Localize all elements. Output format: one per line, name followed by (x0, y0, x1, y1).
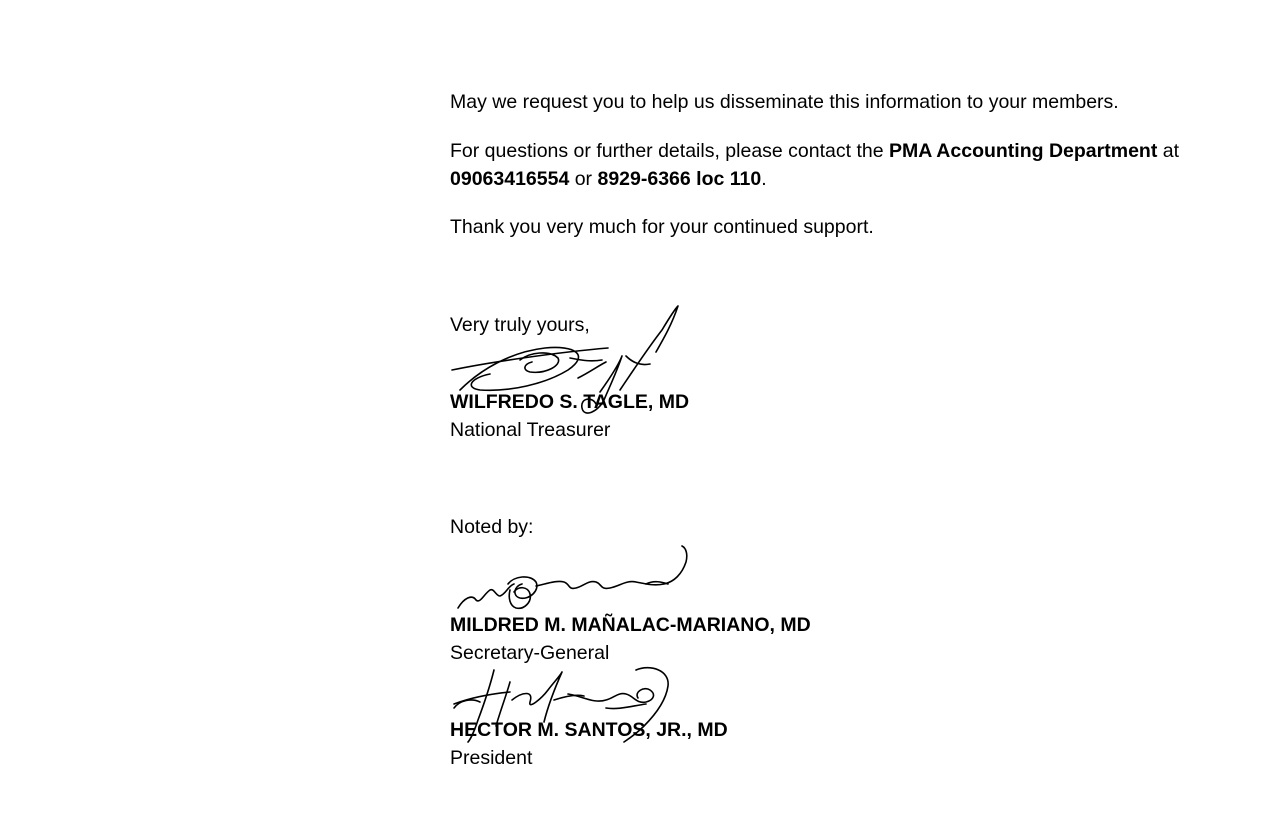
request-paragraph: May we request you to help us disseminate this information to your members. (450, 91, 1119, 113)
signatory-2-name: MILDRED M. MAÑALAC-MARIANO, MD (450, 614, 811, 636)
contact-end: . (761, 168, 767, 190)
closing-salutation: Very truly yours, (450, 314, 590, 336)
contact-phone-mobile: 09063416554 (450, 168, 570, 190)
signatory-2-title: Secretary-General (450, 642, 610, 664)
noted-by-label: Noted by: (450, 516, 534, 538)
contact-paragraph-line-1 (450, 137, 1179, 165)
contact-paragraph-line-2 (450, 165, 767, 193)
contact-phone-landline: 8929-6366 loc 110 (597, 168, 762, 190)
contact-prefix: For questions or further details, please contact the (450, 140, 889, 162)
signatory-1-name: WILFREDO S. TAGLE, MD (450, 391, 690, 413)
signatory-1-title: National Treasurer (450, 419, 611, 441)
signature-secretary-general-image (450, 540, 695, 620)
contact-department: PMA Accounting Department (889, 140, 1158, 162)
contact-at: at (1157, 140, 1180, 162)
signatory-3-name: HECTOR M. SANTOS, JR., MD (450, 719, 728, 741)
thanks-paragraph: Thank you very much for your continued support. (450, 216, 874, 238)
contact-or: or (569, 168, 598, 190)
letter-body (450, 0, 1250, 820)
signatory-3-title: President (450, 747, 533, 769)
